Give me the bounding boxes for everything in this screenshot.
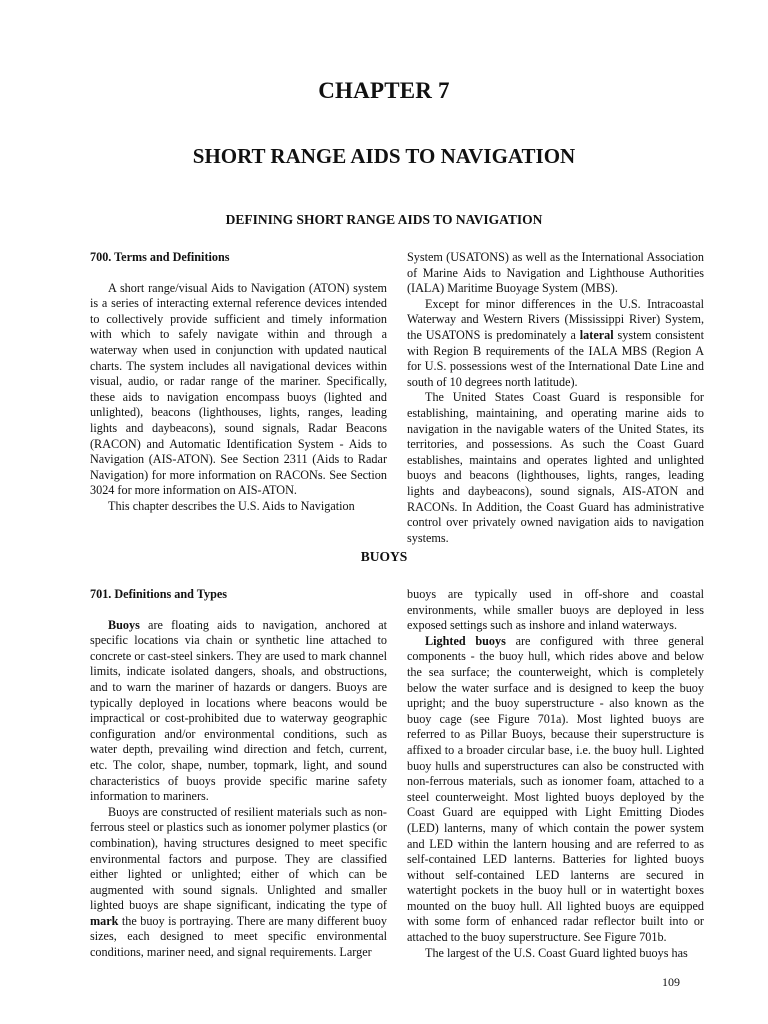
section-heading-buoys: BUOYS <box>360 549 408 564</box>
section-701-paragraph-2-continued: buoys are typically used in off-shore and coastal environments, while smaller buoys are deployed in less exposed settings such as inshore and inland waterways. <box>407 587 704 633</box>
text-run: are configured with three general components - the buoy hull, which rides above and below the sea surface; the counterweight, which is completely below the water surface and is designed to keep the buoy upright; and the buoy superstructure - also known as the buoy cage (see Figure 701a). Most lighted buoys are referred to as Pillar Buoys, because their superstructure is affixed to a broader circular base, i.e. the buoy hull. Lighted buoy hulls and superstructures can also be constructed with non-ferrous materials, such as ionomer foam, attached to a steel counterweight. Most lighted buoys deployed by the Coast Guard are equipped with Light Emitting Diodes (LED) lanterns, many of which contain the power system and LED within the lantern housing and are referred to as self-contained LED lanterns. Batteries for lighted buoys without self-contained LED lanterns are secured in watertight pockets in the buoy hull or in watertight boxes mounted on the buoy hull. All lighted buoys are equipped with some form of enhanced radar reflector built into or attached to the buoy superstructure. See Figure 701b. <box>407 633 704 945</box>
text-run: system consistent with Region B requirements of the IALA MBS (Region A for U.S. possessions west of the International Date Line and south of 10 degrees north latitude). <box>407 327 704 389</box>
text-run: Buoys are constructed of resilient materials such as non-ferrous steel or plastics such as ionomer polymer plastics (or combination), having structures designed to meet specific environmental factors and purpose. They are classified either lighted or unlighted; either of which can be augmented with sound signals. Unlighted and smaller lighted buoys are shape significant, indicating the type of <box>90 804 387 913</box>
bold-term-mark: mark <box>90 913 119 928</box>
section-700-paragraph-2-continued: System (USATONS) as well as the International Association of Marine Aids to Navigation and Lighthouse Authorities (IALA) Maritime Buoyage System (MBS). <box>407 250 704 296</box>
section-701-paragraph-1 <box>90 618 387 805</box>
section-701-paragraph-3 <box>407 634 704 946</box>
section-heading-defining: DEFINING SHORT RANGE AIDS TO NAVIGATION <box>225 212 543 227</box>
chapter-number: CHAPTER 7 <box>318 78 450 103</box>
bold-term-lateral: lateral <box>579 327 614 342</box>
chapter-title: SHORT RANGE AIDS TO NAVIGATION <box>192 144 576 168</box>
section-700-paragraph-3 <box>407 297 704 391</box>
section-701-heading: 701. Definitions and Types <box>90 587 228 601</box>
text-run: Except for minor differences in the U.S. Intracoastal Waterway and Western Rivers (Mississippi River) System, the USATONS is predominately a <box>407 296 704 342</box>
section-700-left-column <box>90 250 387 515</box>
section-701-right-column <box>407 587 704 961</box>
page-number: 109 <box>662 975 680 989</box>
section-700-paragraph-1: A short range/visual Aids to Navigation (ATON) system is a series of interacting external reference devices intended to collectively provide sufficient and timely information with which to safely navigate within and through a waterway when used in conjunction with updated nautical charts. The system includes all navigational devices within visual, audio, or radar range of the mariner. Specifically, these aids to navigation encompass buoys (lighted and unlighted), beacons (lighthouses, lights, ranges, leading lights and daybeacons), sound signals, Radar Beacons (RACON) and Automatic Identification System - Aids to Navigation (AIS-ATON). See Section 2311 (Aids to Radar Navigation) for more information on RACONs. See Section 3024 for more information on AIS-ATON. <box>90 280 387 498</box>
section-701-paragraph-2 <box>90 805 387 961</box>
section-701-paragraph-4: The largest of the U.S. Coast Guard lighted buoys has <box>425 945 688 960</box>
bold-term-buoys: Buoys <box>108 617 140 632</box>
section-700-heading: 700. Terms and Definitions <box>90 250 230 264</box>
section-700-right-column <box>407 250 704 546</box>
section-700-paragraph-2: This chapter describes the U.S. Aids to Navigation <box>108 498 355 513</box>
section-700-paragraph-4: The United States Coast Guard is responsible for establishing, maintaining, and operating marine aids to navigation in the navigable waters of the United States, its territories, and possessions. As such the Coast Guard establishes, maintains and operates lighted and unlighted buoys and beacons (lighthouses, lights, ranges, leading lights and daybeacons), sound signals, AIS-ATON and RACONs. In Addition, the Coast Guard has administrative control over privately owned navigation aids to navigation systems. <box>407 390 704 545</box>
section-701-left-column <box>90 587 387 961</box>
bold-term-lighted-buoys: Lighted buoys <box>425 633 506 648</box>
text-run: are floating aids to navigation, anchored at specific locations via chain or synthetic line attached to concrete or cast-steel sinkers. They are used to mark channel limits, indicate isolated dangers, shoals, and obstructions, and to warn the mariner of hazards or dangers. Buoys are typically deployed in locations where beacons would be impractical or cost-prohibited due to waterway geographic configuration and/or environmental conditions, such as water depth, prevailing wind direction and fetch, current, etc. The color, shape, number, topmark, light, and sound characteristics of buoys provide specific marine safety information to mariners. <box>90 617 387 804</box>
text-run: the buoy is portraying. There are many different buoy sizes, each designed to meet specific environmental conditions, mariner need, and signal requirements. Larger <box>90 913 387 960</box>
